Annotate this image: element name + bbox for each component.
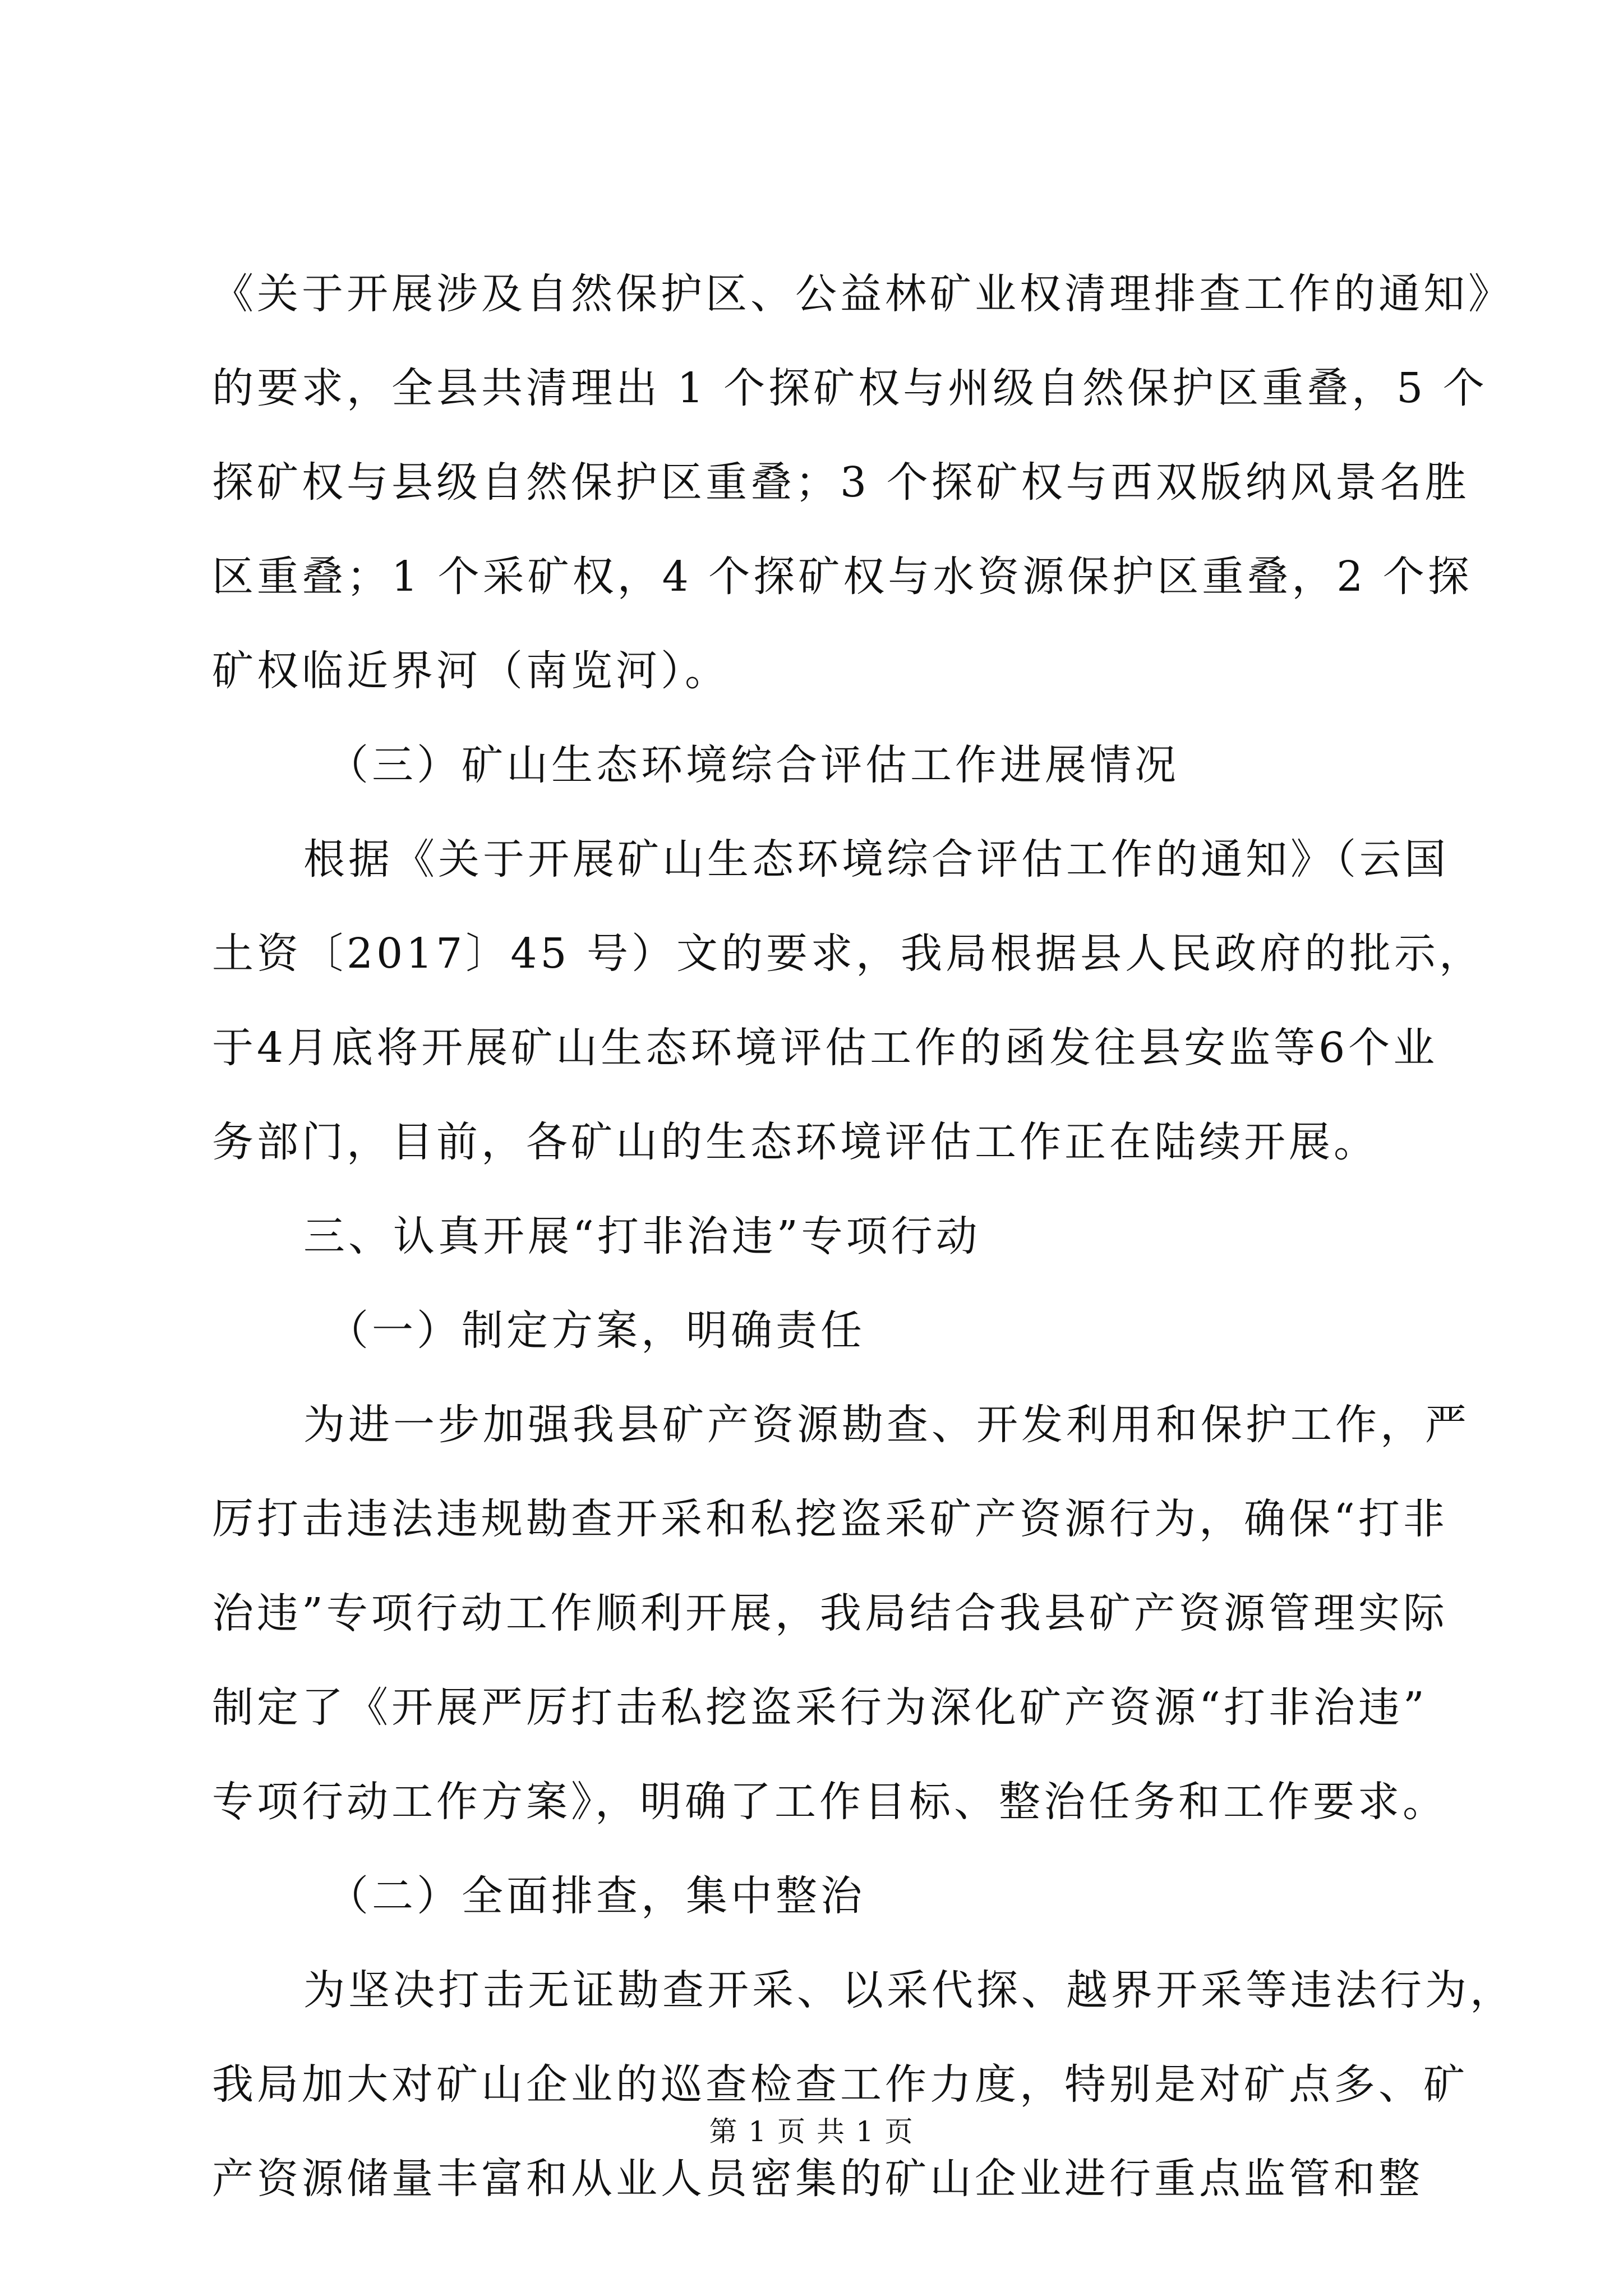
subsection-heading: （二）全面排查，集中整治	[327, 1872, 865, 1920]
document-body	[212, 247, 1515, 2226]
body-line: 厉打击违法违规勘查开采和私挖盗采矿产资源行为，确保“打非	[212, 1495, 1448, 1543]
page-number-footer: 第 1 页 共 1 页	[709, 2115, 914, 2148]
subsection-heading: （一）制定方案，明确责任	[327, 1306, 865, 1355]
body-line: 制定了《开展严厉打击私挖盗采行为深化矿产资源“打非治违”	[212, 1683, 1428, 1732]
body-line: 的要求，全县共清理出 1 个探矿权与州级自然保护区重叠，5 个	[212, 364, 1488, 412]
paragraph-start-line: 根据《关于开展矿山生态环境综合评估工作的通知》（云国	[303, 835, 1449, 884]
body-line: 务部门，目前，各矿山的生态环境评估工作正在陆续开展。	[212, 1118, 1378, 1166]
body-line: 矿权临近界河（南览河）。	[212, 647, 730, 695]
body-line: 产资源储量丰富和从业人员密集的矿山企业进行重点监管和整	[212, 2155, 1423, 2203]
body-line: 区重叠；1 个采矿权，4 个探矿权与水资源保护区重叠，2 个探	[212, 553, 1473, 601]
body-line: 《关于开展涉及自然保护区、公益林矿业权清理排查工作的通知》	[212, 270, 1513, 318]
section-heading: 三、认真开展“打非治违”专项行动	[303, 1212, 981, 1260]
paragraph-start-line: 为进一步加强我县矿产资源勘查、开发利用和保护工作，严	[303, 1401, 1470, 1449]
body-line: 专项行动工作方案》，明确了工作目标、整治任务和工作要求。	[212, 1778, 1447, 1826]
body-line: 于4月底将开展矿山生态环境评估工作的函发往县安监等6个业	[212, 1024, 1438, 1072]
body-line: 我局加大对矿山企业的巡查检查工作力度，特别是对矿点多、矿	[212, 2060, 1468, 2109]
body-line: 探矿权与县级自然保护区重叠；3 个探矿权与西双版纳风景名胜	[212, 458, 1470, 507]
paragraph-start-line: 为坚决打击无证勘查开采、以采代探、越界开采等违法行为，	[303, 1966, 1515, 2014]
body-line: 土资〔2017〕45 号）文的要求，我局根据县人民政府的批示，	[212, 930, 1484, 978]
section-heading: （三）矿山生态环境综合评估工作进展情况	[327, 741, 1179, 789]
body-line: 治违”专项行动工作顺利开展，我局结合我县矿产资源管理实际	[212, 1589, 1448, 1637]
